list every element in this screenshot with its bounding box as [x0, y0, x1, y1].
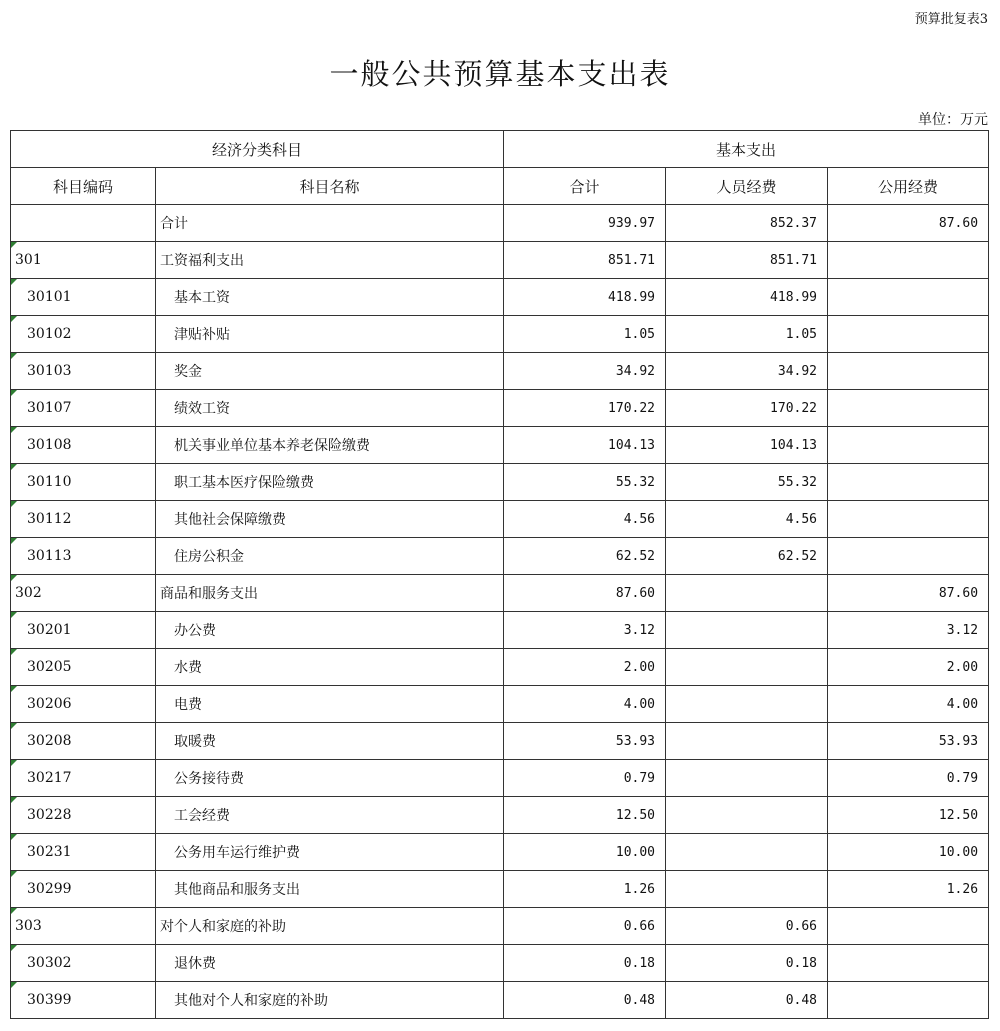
cell-marker-icon [11, 575, 17, 581]
cell-total-text: 851.71 [608, 252, 656, 268]
cell-total [504, 797, 666, 834]
cell-personnel-text: 1.05 [785, 326, 818, 342]
cell-total-text: 87.60 [615, 585, 656, 601]
cell-personnel-text: 0.66 [785, 918, 818, 934]
cell-personnel-text: 55.32 [777, 474, 818, 490]
cell-name-text: 退休费 [174, 956, 216, 972]
table-row [11, 612, 989, 649]
cell-name-text: 基本工资 [174, 290, 230, 306]
cell-personnel [666, 723, 828, 760]
cell-name [156, 353, 504, 390]
cell-public [828, 612, 989, 649]
table-row [11, 871, 989, 908]
cell-public [828, 723, 989, 760]
cell-personnel [666, 316, 828, 353]
group-header-row [11, 131, 989, 168]
cell-public [828, 464, 989, 501]
cell-name-text: 取暖费 [174, 734, 216, 750]
cell-personnel-text: 852.37 [770, 215, 818, 231]
cell-total [504, 242, 666, 279]
cell-total-text: 10.00 [615, 844, 656, 860]
table-row [11, 834, 989, 871]
cell-personnel-text: 62.52 [777, 548, 818, 564]
cell-name [156, 279, 504, 316]
table-row [11, 501, 989, 538]
cell-name [156, 427, 504, 464]
cell-public [828, 501, 989, 538]
table-row [11, 279, 989, 316]
cell-name-text: 商品和服务支出 [160, 586, 258, 602]
table-row [11, 760, 989, 797]
cell-name-text: 电费 [174, 697, 202, 713]
table-row [11, 908, 989, 945]
cell-name [156, 834, 504, 871]
table-row [11, 797, 989, 834]
cell-name-text: 其他对个人和家庭的补助 [174, 993, 328, 1009]
cell-name [156, 205, 504, 242]
cell-name [156, 575, 504, 612]
cell-personnel [666, 908, 828, 945]
cell-public [828, 686, 989, 723]
cell-public [828, 982, 989, 1019]
cell-name-text: 公务用车运行维护费 [174, 845, 300, 861]
cell-marker-icon [11, 316, 17, 322]
cell-total [504, 501, 666, 538]
cell-personnel [666, 945, 828, 982]
cell-name-text: 奖金 [174, 364, 202, 380]
cell-personnel [666, 760, 828, 797]
cell-code [11, 871, 156, 908]
cell-name-text: 水费 [174, 660, 202, 676]
cell-code-text: 302 [15, 585, 42, 601]
cell-total [504, 982, 666, 1019]
cell-public [828, 649, 989, 686]
budget-table [10, 130, 989, 1019]
cell-public [828, 834, 989, 871]
cell-name [156, 538, 504, 575]
page-title: 一般公共预算基本支出表 [329, 57, 671, 91]
cell-name-text: 职工基本医疗保险缴费 [174, 475, 314, 491]
cell-public [828, 205, 989, 242]
cell-total [504, 760, 666, 797]
column-header-name: 科目名称 [156, 168, 504, 205]
cell-public-text: 87.60 [938, 585, 979, 601]
cell-marker-icon [11, 464, 17, 470]
cell-total-text: 62.52 [615, 548, 656, 564]
cell-name-text: 合计 [160, 216, 188, 232]
cell-name [156, 982, 504, 1019]
cell-code-text: 30205 [27, 659, 72, 675]
cell-code [11, 390, 156, 427]
cell-public-text: 12.50 [938, 807, 979, 823]
column-header-code: 科目编码 [11, 168, 156, 205]
table-row [11, 723, 989, 760]
cell-total-text: 0.79 [623, 770, 656, 786]
cell-total [504, 686, 666, 723]
cell-code-text: 30113 [27, 548, 72, 564]
cell-personnel [666, 834, 828, 871]
cell-total-text: 2.00 [623, 659, 656, 675]
cell-code [11, 686, 156, 723]
table-row [11, 464, 989, 501]
table-row [11, 538, 989, 575]
cell-code [11, 982, 156, 1019]
cell-code [11, 538, 156, 575]
cell-public [828, 797, 989, 834]
cell-public [828, 316, 989, 353]
cell-name [156, 686, 504, 723]
cell-personnel [666, 390, 828, 427]
cell-total [504, 834, 666, 871]
cell-personnel [666, 797, 828, 834]
cell-code-text: 301 [15, 252, 42, 268]
cell-marker-icon [11, 353, 17, 359]
cell-code-text: 30110 [27, 474, 72, 490]
cell-code [11, 945, 156, 982]
cell-code [11, 908, 156, 945]
cell-marker-icon [11, 427, 17, 433]
cell-public [828, 390, 989, 427]
cell-name [156, 908, 504, 945]
cell-name-text: 住房公积金 [174, 549, 244, 565]
cell-personnel [666, 649, 828, 686]
cell-code-text: 30208 [27, 733, 72, 749]
cell-code [11, 464, 156, 501]
cell-public-text: 3.12 [946, 622, 979, 638]
cell-total [504, 538, 666, 575]
cell-name-text: 对个人和家庭的补助 [160, 919, 286, 935]
table-row [11, 945, 989, 982]
cell-total-text: 1.26 [623, 881, 656, 897]
cell-marker-icon [11, 908, 17, 914]
cell-total [504, 353, 666, 390]
cell-total-text: 12.50 [615, 807, 656, 823]
cell-public [828, 760, 989, 797]
cell-total-text: 4.56 [623, 511, 656, 527]
cell-code-text: 30103 [27, 363, 72, 379]
table-row [11, 390, 989, 427]
cell-personnel-text: 0.48 [785, 992, 818, 1008]
cell-marker-icon [11, 538, 17, 544]
cell-code-text: 30112 [27, 511, 72, 527]
cell-code [11, 205, 156, 242]
cell-public-text: 10.00 [938, 844, 979, 860]
cell-name-text: 津贴补贴 [174, 327, 230, 343]
cell-code-text: 30206 [27, 696, 72, 712]
cell-total [504, 649, 666, 686]
cell-code-text: 30108 [27, 437, 72, 453]
cell-total-text: 939.97 [608, 215, 656, 231]
cell-marker-icon [11, 797, 17, 803]
table-row [11, 205, 989, 242]
cell-total-text: 0.66 [623, 918, 656, 934]
cell-personnel-text: 4.56 [785, 511, 818, 527]
column-header-total: 合计 [504, 168, 666, 205]
cell-total [504, 908, 666, 945]
cell-public [828, 538, 989, 575]
cell-name [156, 501, 504, 538]
cell-total [504, 427, 666, 464]
cell-marker-icon [11, 686, 17, 692]
table-row [11, 316, 989, 353]
cell-code [11, 797, 156, 834]
cell-name-text: 绩效工资 [174, 401, 230, 417]
cell-personnel [666, 279, 828, 316]
table-row [11, 649, 989, 686]
cell-name-text: 机关事业单位基本养老保险缴费 [174, 438, 370, 454]
cell-name [156, 316, 504, 353]
cell-marker-icon [11, 390, 17, 396]
cell-marker-icon [11, 760, 17, 766]
cell-code [11, 279, 156, 316]
cell-name-text: 其他商品和服务支出 [174, 882, 300, 898]
cell-personnel [666, 612, 828, 649]
cell-total-text: 4.00 [623, 696, 656, 712]
cell-code-text: 30102 [27, 326, 72, 342]
cell-marker-icon [11, 501, 17, 507]
cell-personnel [666, 242, 828, 279]
cell-personnel-text: 418.99 [770, 289, 818, 305]
cell-name-text: 工资福利支出 [160, 253, 244, 269]
cell-total [504, 871, 666, 908]
cell-name [156, 242, 504, 279]
cell-personnel [666, 464, 828, 501]
cell-public [828, 575, 989, 612]
cell-public-text: 2.00 [946, 659, 979, 675]
cell-personnel-text: 0.18 [785, 955, 818, 971]
econ-category-header: 经济分类科目 [11, 131, 504, 168]
cell-public [828, 427, 989, 464]
cell-marker-icon [11, 834, 17, 840]
cell-name [156, 871, 504, 908]
cell-total [504, 205, 666, 242]
unit-label: 单位：万元 [918, 112, 988, 128]
cell-marker-icon [11, 945, 17, 951]
cell-total [504, 723, 666, 760]
basic-expenditure-header: 基本支出 [504, 131, 989, 168]
cell-public-text: 1.26 [946, 881, 979, 897]
column-header-personnel: 人员经费 [666, 168, 828, 205]
cell-personnel [666, 686, 828, 723]
cell-name [156, 760, 504, 797]
cell-total [504, 945, 666, 982]
cell-total-text: 34.92 [615, 363, 656, 379]
table-row [11, 575, 989, 612]
cell-total-text: 418.99 [608, 289, 656, 305]
cell-name [156, 649, 504, 686]
cell-public [828, 945, 989, 982]
cell-total-text: 104.13 [608, 437, 656, 453]
cell-name [156, 464, 504, 501]
table-body [11, 205, 989, 1019]
cell-personnel [666, 353, 828, 390]
cell-public [828, 908, 989, 945]
cell-code-text: 30399 [27, 992, 72, 1008]
cell-public-text: 87.60 [938, 215, 979, 231]
table-row [11, 686, 989, 723]
cell-personnel [666, 427, 828, 464]
cell-total-text: 1.05 [623, 326, 656, 342]
cell-personnel [666, 538, 828, 575]
cell-personnel [666, 871, 828, 908]
cell-total-text: 3.12 [623, 622, 656, 638]
cell-total [504, 575, 666, 612]
cell-total-text: 53.93 [615, 733, 656, 749]
table-row [11, 982, 989, 1019]
cell-code-text: 30101 [27, 289, 72, 305]
cell-personnel [666, 575, 828, 612]
cell-code [11, 353, 156, 390]
cell-public [828, 279, 989, 316]
cell-personnel-text: 34.92 [777, 363, 818, 379]
table-row [11, 242, 989, 279]
cell-code [11, 834, 156, 871]
cell-code-text: 30299 [27, 881, 72, 897]
cell-code-text: 30228 [27, 807, 72, 823]
cell-public-text: 0.79 [946, 770, 979, 786]
cell-name-text: 办公费 [174, 623, 216, 639]
cell-code [11, 316, 156, 353]
cell-marker-icon [11, 612, 17, 618]
cell-code-text: 30201 [27, 622, 72, 638]
table-row [11, 427, 989, 464]
cell-marker-icon [11, 649, 17, 655]
form-number-label: 预算批复表3 [914, 12, 988, 27]
cell-name-text: 公务接待费 [174, 771, 244, 787]
cell-total-text: 170.22 [608, 400, 656, 416]
cell-personnel-text: 170.22 [770, 400, 818, 416]
cell-total [504, 316, 666, 353]
cell-name [156, 945, 504, 982]
cell-public [828, 871, 989, 908]
cell-code [11, 760, 156, 797]
cell-marker-icon [11, 723, 17, 729]
cell-personnel-text: 851.71 [770, 252, 818, 268]
column-header-row [11, 168, 989, 205]
cell-total-text: 55.32 [615, 474, 656, 490]
cell-total [504, 612, 666, 649]
cell-public [828, 353, 989, 390]
cell-total-text: 0.18 [623, 955, 656, 971]
cell-marker-icon [11, 279, 17, 285]
cell-total [504, 464, 666, 501]
cell-total-text: 0.48 [623, 992, 656, 1008]
cell-code-text: 30302 [27, 955, 72, 971]
column-header-public: 公用经费 [828, 168, 989, 205]
cell-name [156, 797, 504, 834]
cell-public [828, 242, 989, 279]
cell-code-text: 30217 [27, 770, 72, 786]
cell-total [504, 279, 666, 316]
cell-personnel [666, 982, 828, 1019]
cell-marker-icon [11, 982, 17, 988]
table-row [11, 353, 989, 390]
cell-code-text: 30107 [27, 400, 72, 416]
cell-marker-icon [11, 242, 17, 248]
cell-public-text: 53.93 [938, 733, 979, 749]
cell-name-text: 工会经费 [174, 808, 230, 824]
cell-code-text: 303 [15, 918, 42, 934]
cell-total [504, 390, 666, 427]
cell-personnel [666, 501, 828, 538]
cell-code [11, 242, 156, 279]
cell-code [11, 575, 156, 612]
cell-code [11, 649, 156, 686]
cell-name [156, 723, 504, 760]
cell-personnel-text: 104.13 [770, 437, 818, 453]
cell-name-text: 其他社会保障缴费 [174, 512, 286, 528]
cell-code [11, 723, 156, 760]
cell-marker-icon [11, 871, 17, 877]
cell-personnel [666, 205, 828, 242]
cell-code [11, 501, 156, 538]
cell-name [156, 390, 504, 427]
cell-public-text: 4.00 [946, 696, 979, 712]
cell-code [11, 427, 156, 464]
cell-name [156, 612, 504, 649]
cell-code [11, 612, 156, 649]
cell-code-text: 30231 [27, 844, 72, 860]
